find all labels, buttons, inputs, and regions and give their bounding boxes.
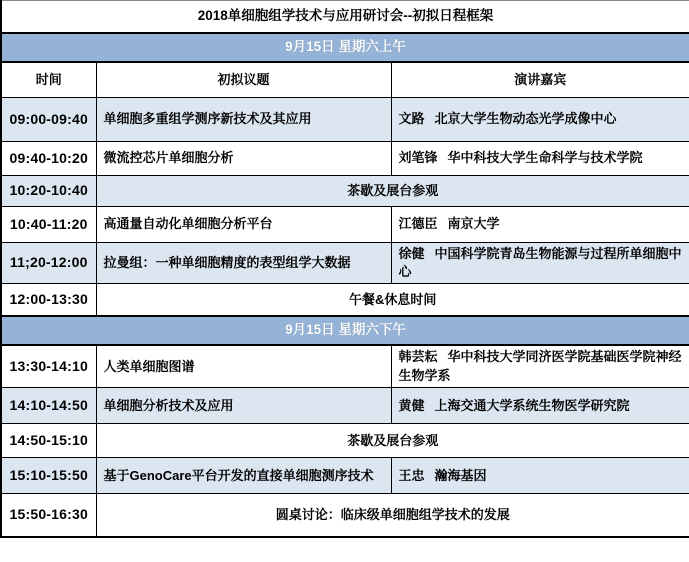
schedule-row [1,388,689,424]
session-header-label: 9月15日 星期六下午 [1,316,689,345]
column-header-row [1,62,689,98]
time-cell: 13:30-14:10 [1,345,96,388]
time-cell: 10:40-11:20 [1,207,96,243]
column-header-topic: 初拟议题 [96,62,391,98]
speaker-cell [391,142,689,176]
speaker-affiliation: 中国科学院青岛生物能源与过程所单细胞中心 [398,246,682,280]
speaker-name: 徐健 [398,246,425,261]
topic-cell: 基于GenoCare平台开发的直接单细胞测序技术 [96,458,391,494]
session-header-label: 9月15日 星期六上午 [1,33,689,62]
topic-cell: 人类单细胞图谱 [96,345,391,388]
time-cell: 14:50-15:10 [1,424,96,458]
title-row [1,1,689,34]
session-header-morning [1,33,689,62]
speaker-affiliation: 瀚海基因 [434,467,487,483]
speaker-name: 文路 [398,111,425,127]
schedule-row [1,458,689,494]
time-cell: 11;20-12:00 [1,243,96,284]
roundtable-label: 圆桌讨论：临床级单细胞组学技术的发展 [96,494,689,537]
speaker-affiliation: 华中科技大学同济医学院基础医学院神经生物学系 [398,349,682,383]
speaker-affiliation: 南京大学 [447,216,500,232]
speaker-name: 江德臣 [398,216,438,232]
speaker-cell [391,243,689,284]
speaker-cell [391,388,689,424]
break-label: 午餐&休息时间 [96,284,689,316]
page-title: 2018单细胞组学技术与应用研讨会--初拟日程框架 [1,1,689,34]
speaker-name: 韩芸耘 [398,349,438,365]
schedule-row [1,142,689,176]
topic-cell: 拉曼组：一种单细胞精度的表型组学大数据 [96,243,391,284]
break-row [1,284,689,316]
column-header-speaker: 演讲嘉宾 [391,62,689,98]
time-cell: 09:00-09:40 [1,98,96,142]
time-cell: 10:20-10:40 [1,176,96,207]
schedule-row [1,98,689,142]
speaker-name: 王忠 [398,467,425,483]
speaker-cell [391,98,689,142]
time-cell: 12:00-13:30 [1,284,96,316]
time-cell: 09:40-10:20 [1,142,96,176]
time-cell: 15:50-16:30 [1,494,96,537]
speaker-affiliation: 上海交通大学系统生物医学研究院 [434,397,630,413]
speaker-cell [391,345,689,388]
break-row [1,424,689,458]
session-header-afternoon [1,316,689,345]
topic-cell: 单细胞多重组学测序新技术及其应用 [96,98,391,142]
schedule-row [1,243,689,284]
break-label: 茶歇及展台参观 [96,424,689,458]
topic-cell: 微流控芯片单细胞分析 [96,142,391,176]
time-cell: 15:10-15:50 [1,458,96,494]
speaker-affiliation: 华中科技大学生命科学与技术学院 [447,150,643,166]
break-label: 茶歇及展台参观 [96,176,689,207]
time-cell: 14:10-14:50 [1,388,96,424]
speaker-affiliation: 北京大学生物动态光学成像中心 [434,111,617,127]
speaker-cell [391,207,689,243]
schedule-row [1,345,689,388]
speaker-name: 刘笔锋 [398,150,438,166]
speaker-name: 黄健 [398,397,425,413]
speaker-cell [391,458,689,494]
topic-cell: 单细胞分析技术及应用 [96,388,391,424]
break-row [1,176,689,207]
roundtable-row [1,494,689,537]
topic-cell: 高通量自动化单细胞分析平台 [96,207,391,243]
column-header-time: 时间 [1,62,96,98]
schedule-row [1,207,689,243]
